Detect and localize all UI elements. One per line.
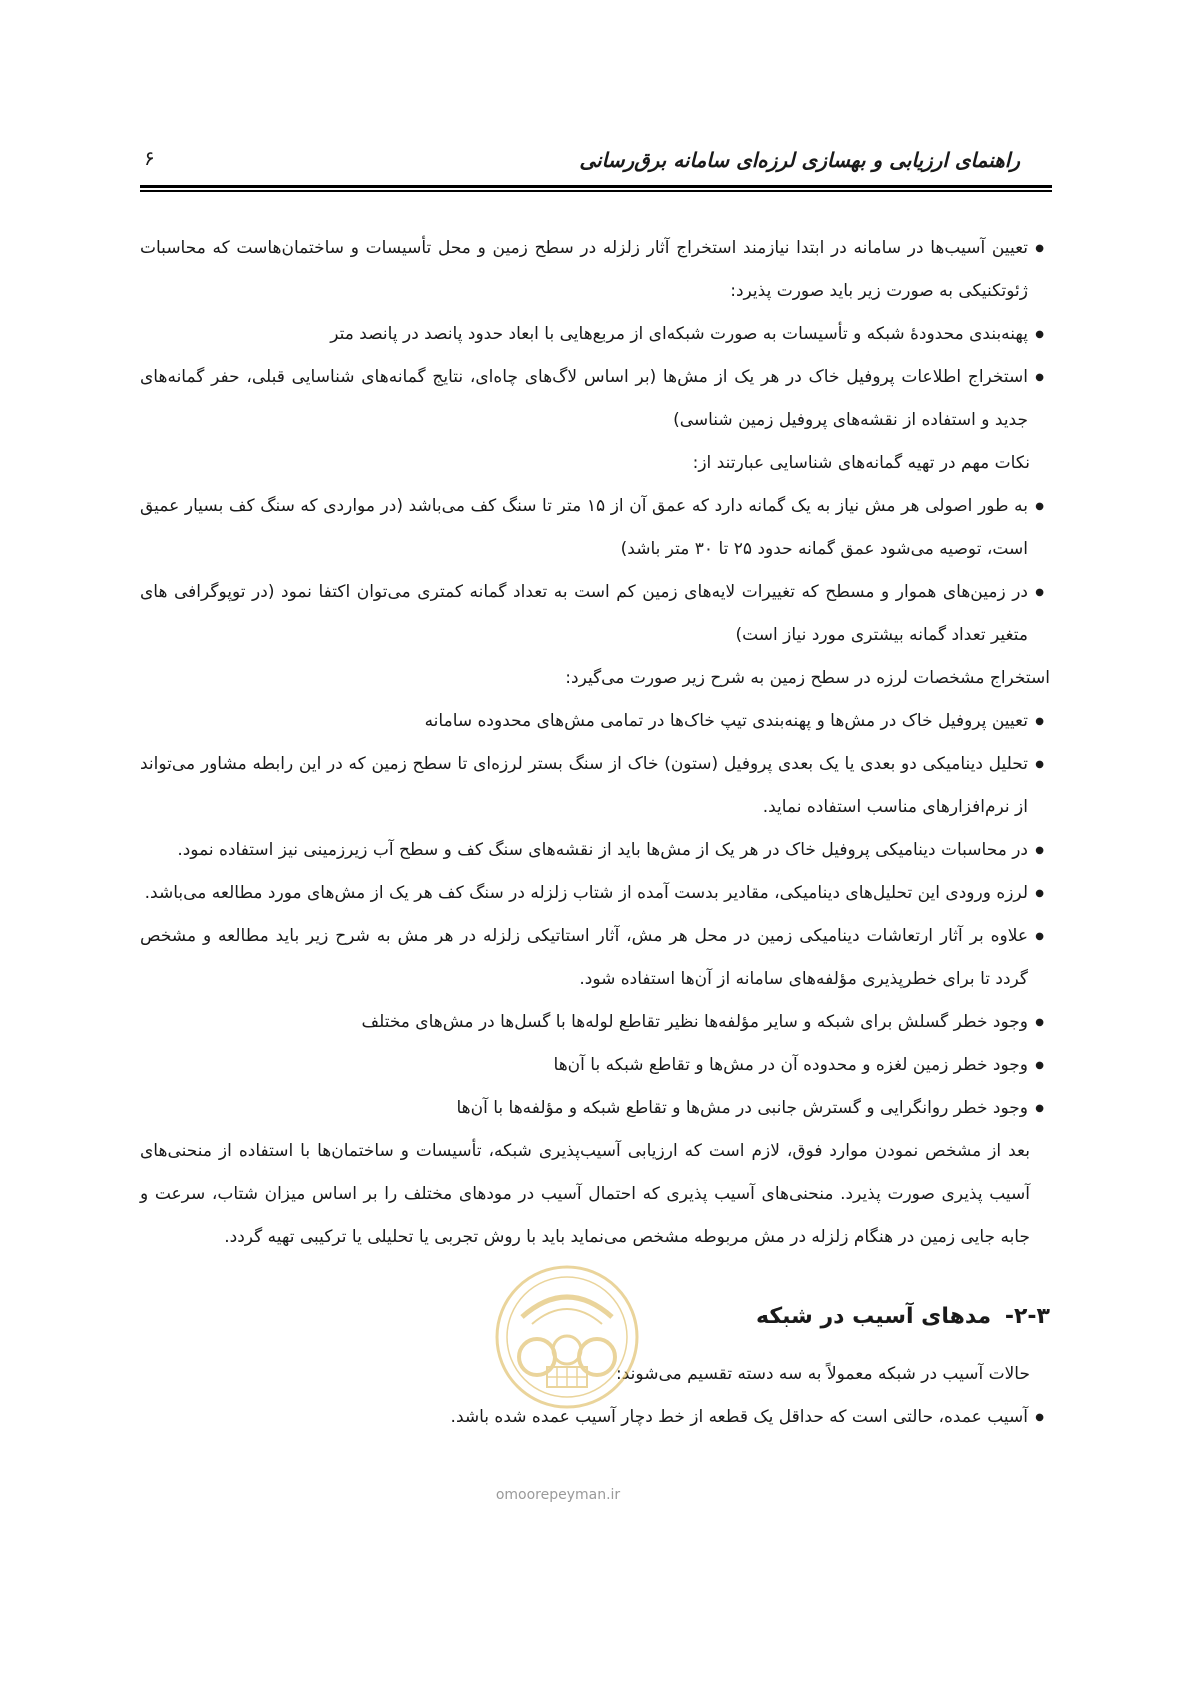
bullet-item: ● وجود خطر روانگرایی و گسترش جانبی در مش‌ها و تقاطع شبکه و مؤلفه‌ها با آن‌ها (140, 1087, 1050, 1130)
page-number: ۶ (144, 146, 155, 170)
watermark-url: omoorepeyman.ir (495, 1487, 621, 1503)
watermark-logo (492, 1262, 642, 1412)
paragraph: بعد از مشخص نمودن موارد فوق، لازم است که ارزیابی آسیب‌پذیری شبکه، تأسیسات و ساختمان‌ها با استفاده از منحنی‌های آسیب پذیری صورت پذیرد. منحنی‌های آسیب پذیری که احتمال آسیب در مودهای مختلف را بر اساس میزان شتاب، سرعت و جابه جایی زمین در هنگام زلزله در مش مربوطه مشخص می‌نماید باید با روش تجربی یا تحلیلی یا ترکیبی تهیه گردد. (140, 1141, 1030, 1247)
bullet-item: ● در محاسبات دینامیکی پروفیل خاک در هر یک از مش‌ها باید از نقشه‌های سنگ کف و سطح آب زیرزمینی نیز استفاده نمود. (140, 829, 1050, 872)
page-header (140, 142, 1050, 182)
bullet-item: ● وجود خطر زمین لغزه و محدوده آن در مش‌ها و تقاطع شبکه با آن‌ها (140, 1044, 1050, 1087)
header-rule-thick (140, 185, 1052, 188)
bullet-item: ● آسیب عمده، حالتی است که حداقل یک قطعه از خط دچار آسیب عمده شده باشد. (140, 1396, 1050, 1439)
header-rule-thin (140, 190, 1052, 192)
section-number: ۲-۳- (1004, 1304, 1050, 1329)
bullet-item: ● تحلیل دینامیکی دو بعدی یا یک بعدی پروفیل (ستون) خاک از سنگ بستر لرزه‌ای تا سطح زمین که در این رابطه مشاور می‌تواند از نرم‌افزارهای مناسب استفاده نماید. (140, 743, 1050, 829)
bullet-item: ● تعیین پروفیل خاک در مش‌ها و پهنه‌بندی تیپ خاک‌ها در تمامی مش‌های محدوده سامانه (140, 700, 1050, 743)
bullet-item: ● علاوه بر آثار ارتعاشات دینامیکی زمین در محل هر مش، آثار استاتیکی زلزله در هر مش به شرح زیر باید مطالعه و مشخص گردد تا برای خطرپذیری مؤلفه‌های سامانه از آن‌ها استفاده شود. (140, 915, 1050, 1001)
bullet-item: ● وجود خطر گسلش برای شبکه و سایر مؤلفه‌ها نظیر تقاطع لوله‌ها با گسل‌ها در مش‌های مختلف (140, 1001, 1050, 1044)
paragraph: حالات آسیب در شبکه معمولاً به سه دسته تقسیم می‌شوند: (616, 1364, 1030, 1384)
section-title: مدهای آسیب در شبکه (756, 1304, 992, 1329)
running-title: راهنمای ارزیابی و بهسازی لرزه‌ای سامانه برق‌رسانی (579, 148, 1020, 172)
bullet-item: ● در زمین‌های هموار و مسطح که تغییرات لایه‌های زمین کم است به تعداد گمانه کمتری می‌توان اکتفا نمود (در توپوگرافی های متغیر تعداد گمانه بیشتری مورد نیاز است) (140, 571, 1050, 657)
bullet-item: ● استخراج اطلاعات پروفیل خاک در هر یک از مش‌ها (بر اساس لاگ‌های چاه‌ای، نتایج گمانه‌های شناسایی قبلی، حفر گمانه‌های جدید و استفاده از نقشه‌های پروفیل زمین شناسی) (140, 356, 1050, 442)
bullet-item: ● تعیین آسیب‌ها در سامانه در ابتدا نیازمند استخراج آثار زلزله در سطح زمین و محل تأسیسات و ساختمان‌هاست که محاسبات ژئوتکنیکی به صورت زیر باید صورت پذیرد: (140, 227, 1050, 313)
bullet-item: ● به طور اصولی هر مش نیاز به یک گمانه دارد که عمق آن از ۱۵ متر تا سنگ کف می‌باشد (در مواردی که سنگ کف بسیار عمیق است، توصیه می‌شود عمق گمانه حدود ۲۵ تا ۳۰ متر باشد) (140, 485, 1050, 571)
paragraph: نکات مهم در تهیه گمانه‌های شناسایی عبارتند از: (692, 453, 1030, 473)
bullet-item: ● پهنه‌بندی محدودهٔ شبکه و تأسیسات به صورت شبکه‌ای از مربع‌هایی با ابعاد حدود پانصد در پانصد متر (140, 313, 1050, 356)
body-text (140, 227, 1050, 1439)
paragraph: استخراج مشخصات لرزه در سطح زمین به شرح زیر صورت می‌گیرد: (565, 668, 1050, 688)
bullet-item: ● لرزه ورودی این تحلیل‌های دینامیکی، مقادیر بدست آمده از شتاب زلزله در سنگ کف هر یک از مش‌های مورد مطالعه می‌باشد. (140, 872, 1050, 915)
